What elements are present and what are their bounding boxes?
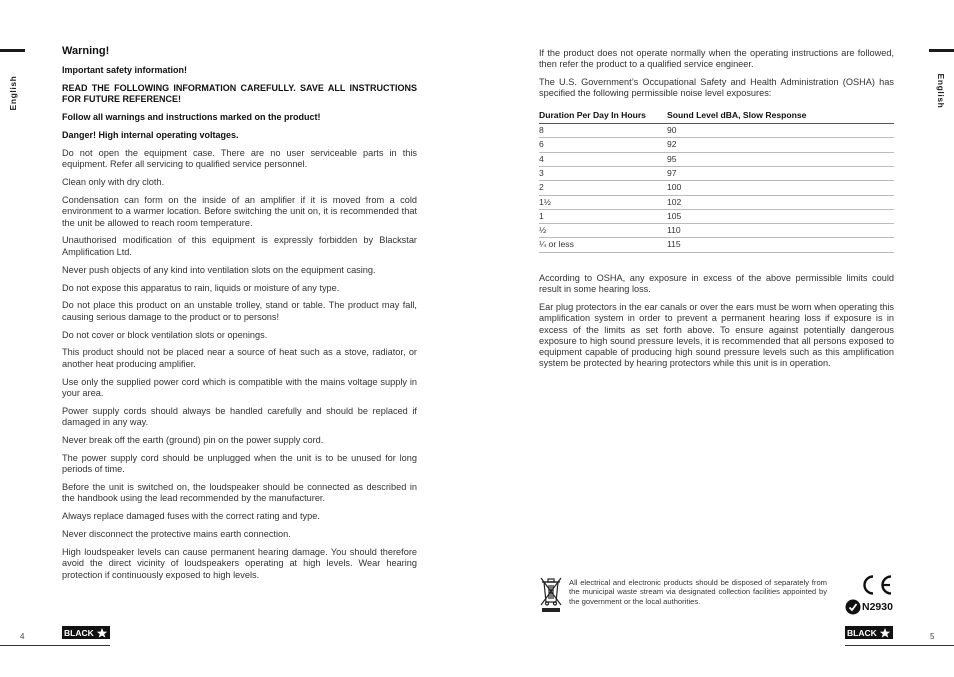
safety-paragraph: The power supply cord should be unplugged when the unit is to be unused for long periods of time. bbox=[62, 452, 417, 475]
duration-cell: 6 bbox=[539, 138, 667, 152]
follow-warnings-line: Follow all warnings and instructions marked on the product! bbox=[62, 112, 321, 123]
page-number-left: 4 bbox=[20, 632, 25, 641]
sound-level-cell: 90 bbox=[667, 124, 894, 138]
right-side-tab bbox=[929, 49, 954, 52]
safety-paragraph: High loudspeaker levels can cause permanent hearing damage. You should therefore avoid the direct vicinity of loudspeakers operating at high levels. Wear hearing protection if continuously exposed to high levels. bbox=[62, 547, 417, 580]
table-header-row bbox=[539, 110, 894, 124]
sound-level-cell: 102 bbox=[667, 195, 894, 209]
table-row bbox=[539, 195, 894, 209]
blackstar-logo bbox=[62, 626, 110, 639]
left-language-label: English bbox=[8, 75, 18, 111]
duration-cell: ½ bbox=[539, 224, 667, 238]
danger-voltage-line: Danger! High internal operating voltages. bbox=[62, 129, 239, 140]
table-row bbox=[539, 238, 894, 252]
table-row bbox=[539, 124, 894, 138]
duration-cell: 2 bbox=[539, 181, 667, 195]
osha-intro-paragraph: The U.S. Government’s Occupational Safety and Health Administration (OSHA) has specified the following permissible noise level exposures: bbox=[539, 77, 894, 99]
warning-heading: Warning! bbox=[62, 45, 110, 57]
left-page-column bbox=[62, 45, 417, 588]
sound-level-cell: 92 bbox=[667, 138, 894, 152]
blackstar-logo bbox=[845, 626, 893, 639]
safety-paragraph: Do not open the equipment case. There are no user serviceable parts in this equipment. Refer all servicing to qualified service personnel. bbox=[62, 147, 417, 170]
duration-cell: 1 bbox=[539, 209, 667, 223]
footer-rule-left bbox=[0, 645, 110, 646]
safety-paragraph: Clean only with dry cloth. bbox=[62, 177, 165, 188]
weee-bin-icon bbox=[539, 576, 563, 612]
table-row bbox=[539, 166, 894, 180]
duration-cell: 4 bbox=[539, 152, 667, 166]
left-side-tab bbox=[0, 49, 25, 52]
safety-paragraph: Always replace damaged fuses with the correct rating and type. bbox=[62, 511, 320, 522]
duration-cell: ¼ or less bbox=[539, 238, 667, 252]
ce-mark-icon bbox=[858, 573, 894, 597]
noise-exposure-table bbox=[539, 110, 894, 253]
sound-level-cell: 105 bbox=[667, 209, 894, 223]
sound-level-cell: 100 bbox=[667, 181, 894, 195]
safety-paragraph: Do not cover or block ventilation slots or openings. bbox=[62, 329, 268, 340]
safety-paragraph: Unauthorised modification of this equipment is expressly forbidden by Blackstar Amplification Ltd. bbox=[62, 235, 417, 257]
service-paragraph: If the product does not operate normally when the operating instructions are followed, then refer the product to a qualified service engineer. bbox=[539, 48, 894, 70]
safety-paragraph: This product should not be placed near a source of heat such as a stove, radiator, or another heat producing amplifier. bbox=[62, 347, 417, 369]
table-row bbox=[539, 181, 894, 195]
footer-rule-right bbox=[845, 645, 954, 646]
table-row bbox=[539, 138, 894, 152]
safety-paragraph: Before the unit is switched on, the loudspeaker should be connected as described in the handbook using the lead recommended by the manufacturer. bbox=[62, 482, 417, 504]
safety-paragraph: Do not place this product on an unstable trolley, stand or table. The product may fall, causing serious damage to the product or to persons! bbox=[62, 300, 417, 322]
safety-paragraph: Use only the supplied power cord which is compatible with the mains voltage supply in your area. bbox=[62, 376, 417, 398]
safety-paragraph: Condensation can form on the inside of an amplifier if it is moved from a cold environment to a warmer location. Before switching the unit on, it is recommended that the unit be allowed to reach room temperature. bbox=[62, 194, 417, 228]
safety-paragraph: Never disconnect the protective mains earth connection. bbox=[62, 529, 291, 540]
osha-limit-paragraph: According to OSHA, any exposure in excess of the above permissible limits could result in some hearing loss. bbox=[539, 272, 894, 295]
svg-text:BLACK: BLACK bbox=[64, 628, 94, 638]
ear-protection-paragraph: Ear plug protectors in the ear canals or over the ears must be worn when operating this amplification system in order to prevent a permanent hearing loss if exposure is in excess of the limits as set forth above. To ensure against potentially dangerous exposure to high sound pressure levels, it is recommended that all persons exposed to equipment capable of producing high sound pressure levels such as this amplification system be protected by hearing protectors while this unit is in operation. bbox=[539, 301, 894, 369]
sound-level-header: Sound Level dBA, Slow Response bbox=[667, 110, 894, 124]
sound-level-cell: 95 bbox=[667, 152, 894, 166]
c-tick-code: N2930 bbox=[862, 601, 893, 613]
table-row bbox=[539, 224, 894, 238]
read-carefully-line: READ THE FOLLOWING INFORMATION CAREFULLY. SAVE ALL INSTRUCTIONS FOR FUTURE REFERENCE! bbox=[62, 82, 417, 105]
duration-cell: 8 bbox=[539, 124, 667, 138]
duration-cell: 1½ bbox=[539, 195, 667, 209]
duration-cell: 3 bbox=[539, 166, 667, 180]
page-number-right: 5 bbox=[930, 632, 935, 641]
weee-notice bbox=[539, 576, 829, 616]
table-row bbox=[539, 209, 894, 223]
table-row bbox=[539, 152, 894, 166]
sound-level-cell: 97 bbox=[667, 166, 894, 180]
right-language-label: English bbox=[936, 73, 946, 109]
safety-paragraph: Do not expose this apparatus to rain, liquids or moisture of any type. bbox=[62, 282, 340, 293]
c-tick-icon bbox=[845, 599, 861, 615]
safety-paragraph: Never break off the earth (ground) pin on the power supply cord. bbox=[62, 435, 324, 446]
svg-text:BLACK: BLACK bbox=[847, 628, 877, 638]
important-safety-line: Important safety information! bbox=[62, 65, 188, 75]
weee-disposal-text: All electrical and electronic products should be disposed of separately from the municipal waste stream via designated collection facilities appointed by the government or the local authorities. bbox=[569, 578, 827, 606]
safety-paragraph: Never push objects of any kind into ventilation slots on the equipment casing. bbox=[62, 264, 376, 275]
right-page-column bbox=[539, 48, 894, 376]
sound-level-cell: 115 bbox=[667, 238, 894, 252]
sound-level-cell: 110 bbox=[667, 224, 894, 238]
safety-paragraph: Power supply cords should always be handled carefully and should be replaced if damaged in any way. bbox=[62, 405, 417, 428]
duration-header: Duration Per Day In Hours bbox=[539, 110, 667, 124]
